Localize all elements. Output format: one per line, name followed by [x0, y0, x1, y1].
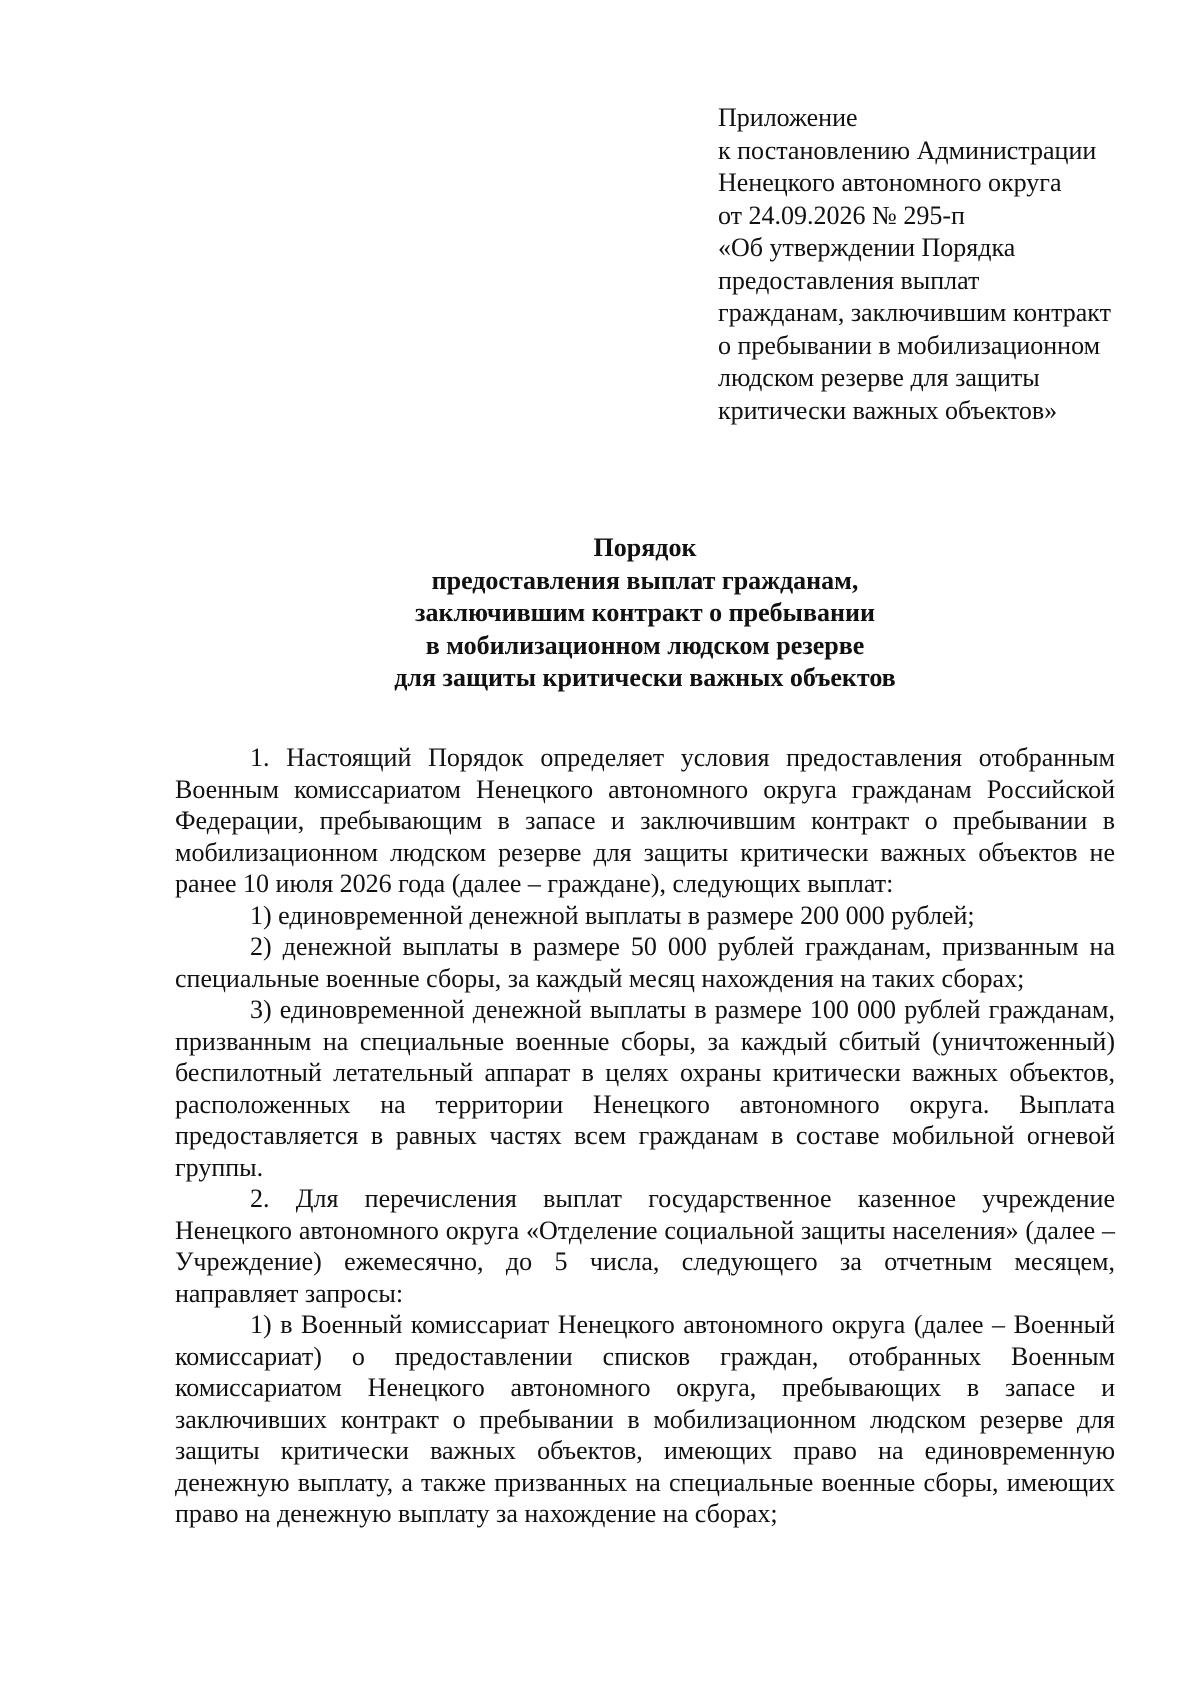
appendix-line: людском резерве для защиты: [718, 363, 1040, 392]
appendix-line: о пребывании в мобилизационном: [718, 330, 1101, 360]
document-body: [175, 742, 1115, 1530]
title-line: Порядок: [593, 533, 697, 562]
paragraph: 1) в Военный комиссариат Ненецкого автономного округа (далее – Военный комиссариат) о предоставлении списков граждан, отобранных Военным комиссариатом Ненецкого автономного округа, пребывающих в запасе и заключивших контракт о пребывании в мобилизационном людском резерве для защиты критически важных объектов, имеющих право на единовременную денежную выплату, а также призванных на специальные военные сборы, имеющих право на денежную выплату за нахождение на сборах;: [175, 1310, 1115, 1528]
paragraph: 2. Для перечисления выплат государственное казенное учреждение Ненецкого автономного округа «Отделение социальной защиты населения» (далее – Учреждение) ежемесячно, до 5 числа, следующего за отчетным месяцем, направляет запросы:: [175, 1184, 1115, 1308]
paragraph: 1) единовременной денежной выплаты в размере 200 000 рублей;: [250, 900, 975, 930]
title-line: для защиты критически важных объектов: [394, 663, 896, 692]
paragraph: 2) денежной выплаты в размере 50 000 рублей гражданам, призванным на специальные военные сборы, за каждый месяц нахождения на таких сборах;: [175, 932, 1115, 993]
appendix-line: Приложение: [718, 103, 858, 132]
document-title: [160, 532, 1130, 695]
title-line: предоставления выплат гражданам,: [431, 565, 859, 595]
paragraph: 1. Настоящий Порядок определяет условия предоставления отобранным Военным комиссариатом Ненецкого автономного округа гражданам Российской Федерации, пребывающим в запасе и заключившим контракт о пребывании в мобилизационном людском резерве для защиты критически важных объектов не ранее 10 июля 2026 года (далее – граждане), следующих выплат:: [175, 743, 1115, 898]
appendix-line: критически важных объектов»: [718, 395, 1058, 425]
appendix-line: предоставления выплат: [718, 265, 980, 295]
title-line: в мобилизационном людском резерве: [425, 630, 865, 660]
paragraph: 3) единовременной денежной выплаты в размере 100 000 рублей гражданам, призванным на специальные военные сборы, за каждый сбитый (уничтоженный) беспилотный летательный аппарат в целях охраны критически важных объектов, расположенных на территории Ненецкого автономного округа. Выплата предоставляется в равных частях всем гражданам в составе мобильной огневой группы.: [175, 995, 1115, 1182]
appendix-line: гражданам, заключившим контракт: [718, 298, 1111, 327]
appendix-line: Ненецкого автономного округа: [718, 168, 1062, 197]
appendix-line: от 24.09.2026 № 295-п: [718, 200, 965, 230]
appendix-line: «Об утверждении Порядка: [718, 233, 1016, 262]
title-line: заключившим контракт о пребывании: [415, 598, 875, 627]
appendix-header: [718, 102, 1158, 427]
appendix-line: к постановлению Администрации: [718, 135, 1097, 165]
